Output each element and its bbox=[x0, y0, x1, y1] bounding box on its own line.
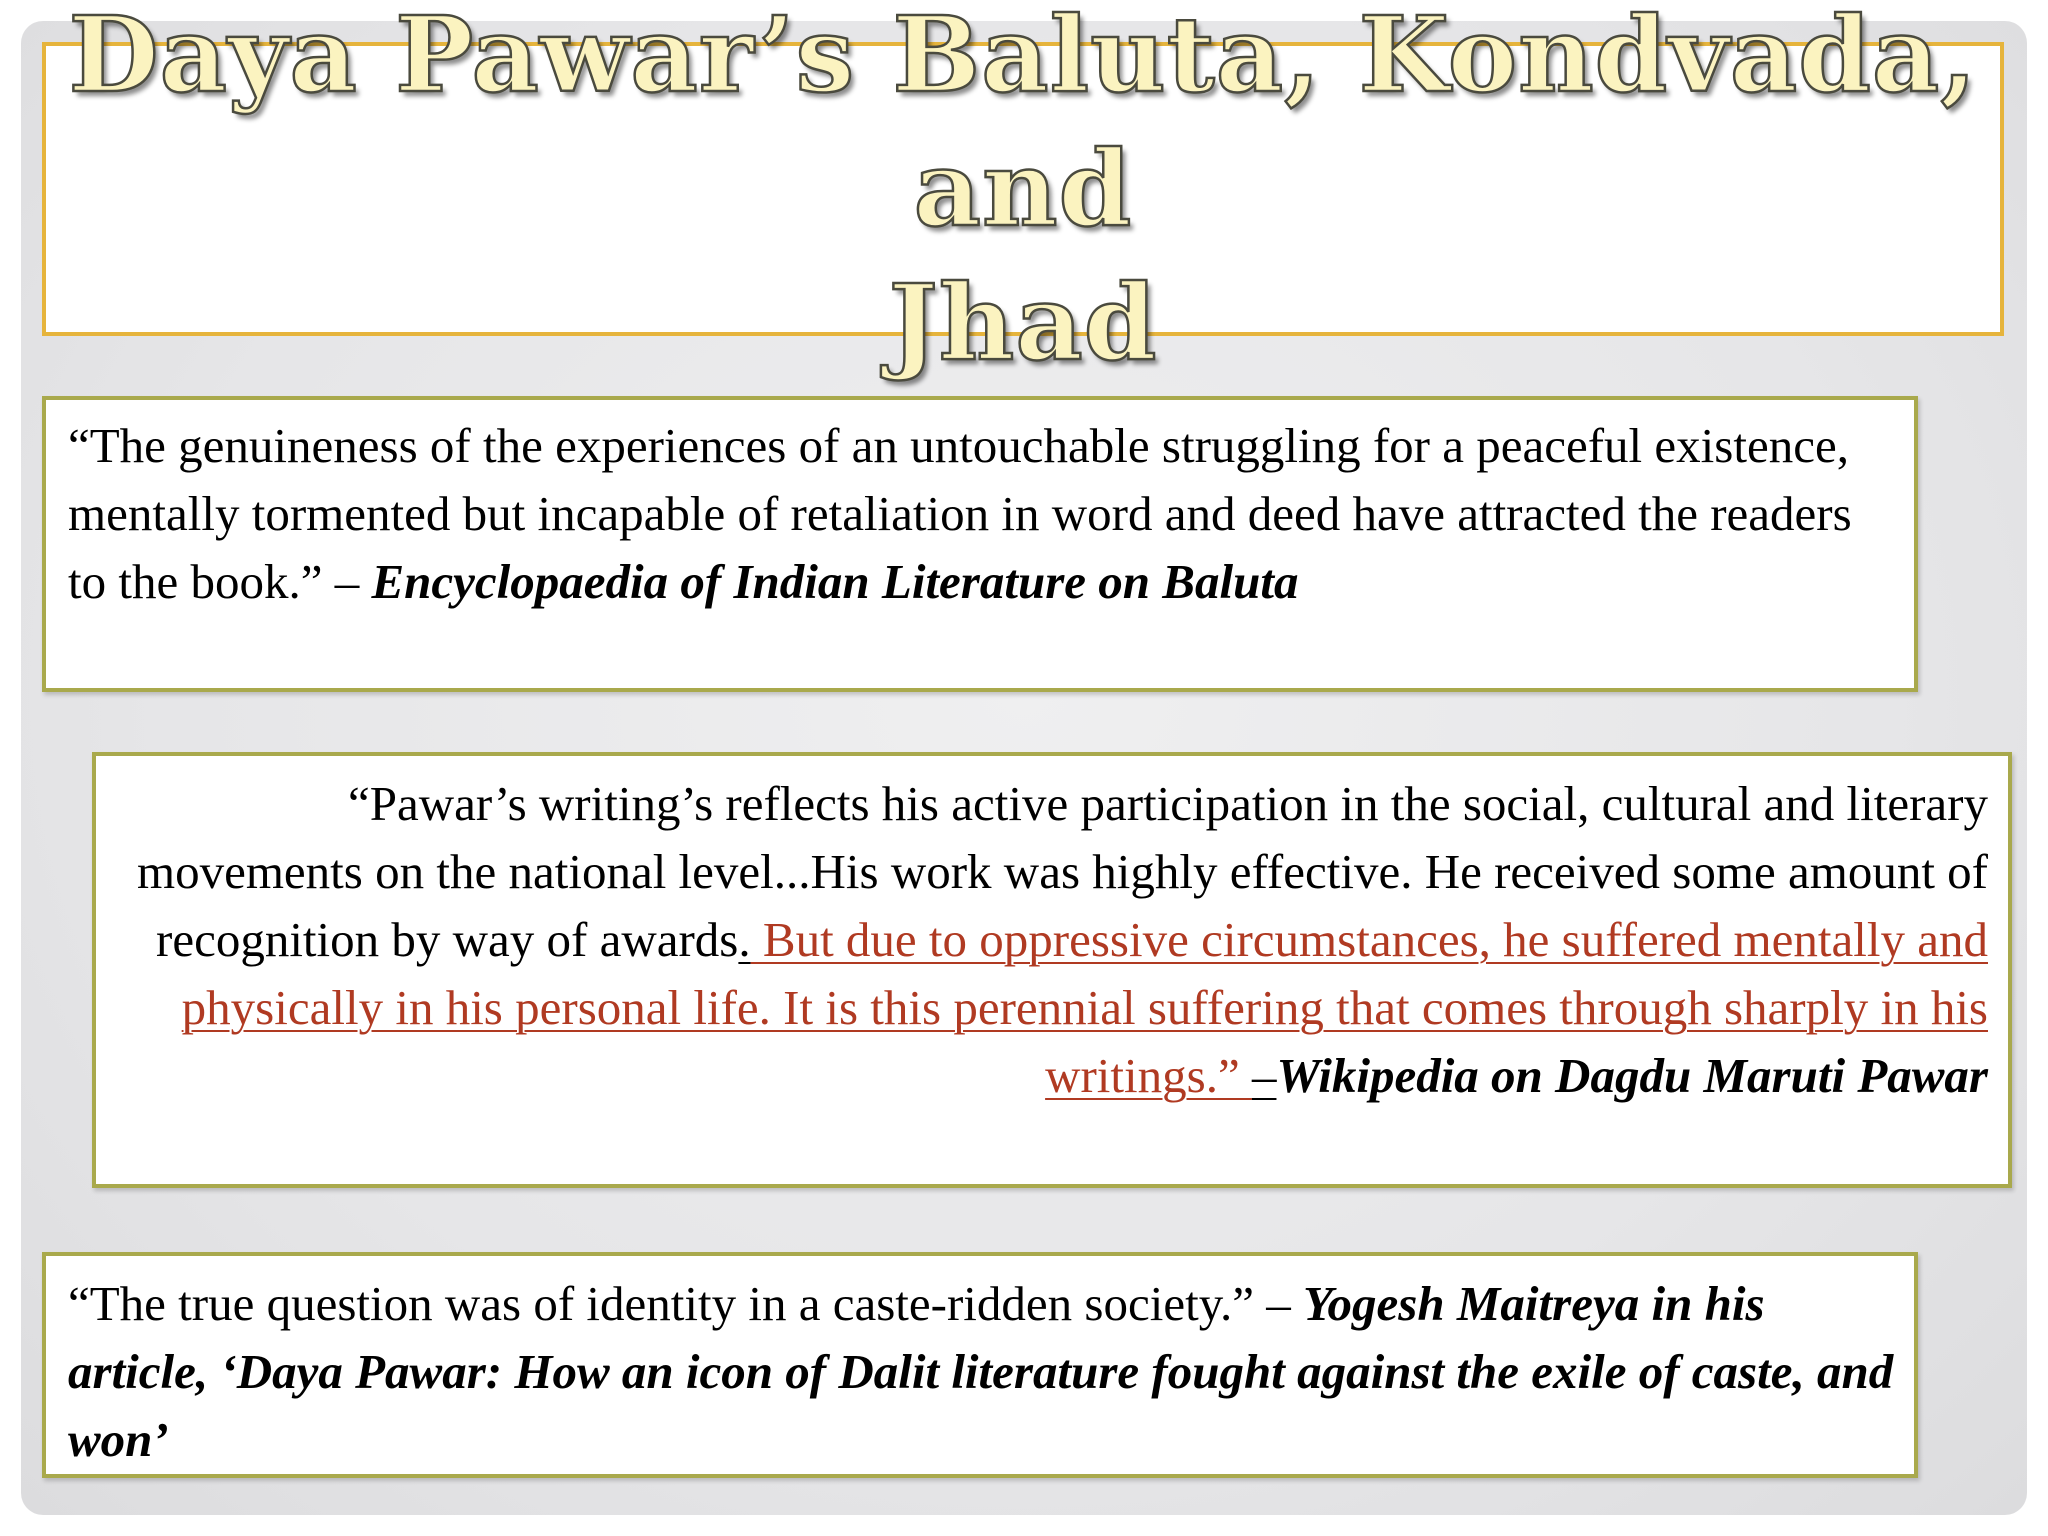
quote-source: Wikipedia on Dagdu Maruti Pawar bbox=[1276, 1048, 1988, 1103]
highlighted-quote-text: But due to oppressive circumstances, he suffered mentally and physically in his personal life. It is this perennial suffering that comes through sharply in his writings.” bbox=[181, 912, 1988, 1103]
quote-text: “Pawar’s writing’s reflects his active participation in the social, cultural and literary movements on the national level...His work was highly effective. He received some amount of recognition by way of awards bbox=[136, 776, 1988, 967]
quote-text: “The genuineness of the experiences of an untouchable struggling for a peaceful existence, mentally tormented but incapable of retaliation in word and deed have attracted the readers to the book.” – bbox=[68, 418, 1852, 609]
quote-box-wikipedia bbox=[92, 752, 2012, 1188]
quote-text: “The true question was of identity in a caste-ridden society.” – bbox=[68, 1276, 1304, 1331]
quote-source: Yogesh Maitreya in his article, ‘Daya Pawar: How an icon of Dalit literature fought against the exile of caste, and won’ bbox=[68, 1276, 1894, 1467]
quote-box-encyclopaedia bbox=[42, 396, 1918, 692]
quote-box-maitreya bbox=[42, 1252, 1918, 1478]
quote-source: Encyclopaedia of Indian Literature on Baluta bbox=[371, 554, 1299, 609]
title-box bbox=[42, 0, 2004, 384]
slide-title: Daya Pawar’s Baluta, Kondvada, and Jhad bbox=[68, 0, 1978, 384]
quote-dash: – bbox=[1251, 1048, 1277, 1103]
quote-period: . bbox=[738, 912, 751, 967]
